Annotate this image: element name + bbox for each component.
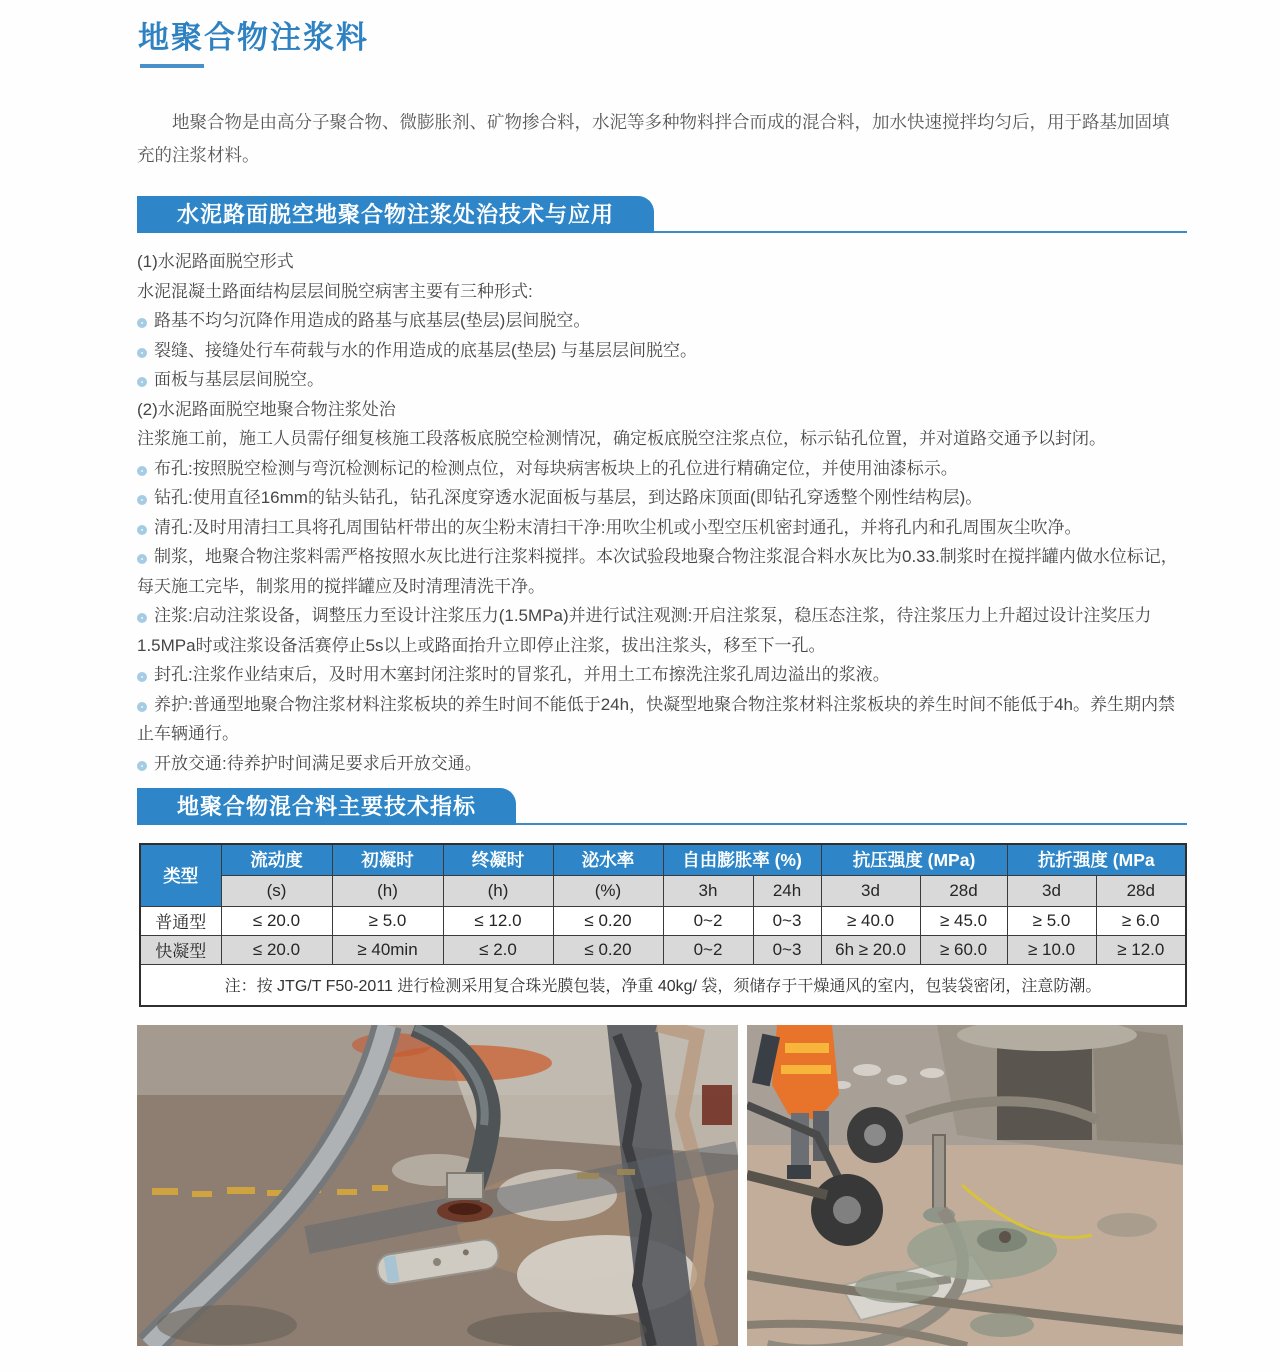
data-cell: 0~2 <box>663 906 753 935</box>
data-cell: ≥ 5.0 <box>332 906 443 935</box>
header-cell: 抗折强度 (MPa <box>1007 844 1186 875</box>
ring-bullet-icon <box>137 348 147 358</box>
ring-bullet-icon <box>137 672 147 682</box>
bullet-item: 钻孔:使用直径16mm的钻头钻孔，钻孔深度穿透水泥面板与基层，到达路床顶面(即钻孔穿透整个刚性结构层)。 <box>137 483 1190 513</box>
data-cell: 6h ≥ 20.0 <box>821 935 920 964</box>
paragraph: (2)水泥路面脱空地聚合物注浆处治 <box>137 399 396 419</box>
data-cell: ≤ 12.0 <box>443 906 553 935</box>
data-cell: 0~2 <box>663 935 753 964</box>
bullet-item: 封孔:注浆作业结束后，及时用木塞封闭注浆时的冒浆孔，并用土工布擦洗注浆孔周边溢出的浆液。 <box>137 660 1190 690</box>
bullet-item: 裂缝、接缝处行车荷载与水的作用造成的底基层(垫层) 与基层层间脱空。 <box>137 336 1190 366</box>
subheader-cell: 3d <box>1007 875 1096 906</box>
banner-underline <box>516 823 1187 825</box>
bullet-item: 清孔:及时用清扫工具将孔周围钻杆带出的灰尘粉末清扫干净:用吹尘机或小型空压机密封通孔，并将孔内和孔周围灰尘吹净。 <box>137 513 1190 543</box>
ring-bullet-icon <box>137 761 147 771</box>
header-cell: 抗压强度 (MPa) <box>821 844 1007 875</box>
section2-banner <box>137 788 1187 825</box>
subheader-cell: 3h <box>663 875 753 906</box>
intro-paragraph: 地聚合物是由高分子聚合物、微膨胀剂、矿物掺合料，水泥等多种物料拌合而成的混合料，加水快速搅拌均匀后，用于路基加固填充的注浆材料。 <box>137 112 1170 165</box>
paragraph: 注浆施工前，施工人员需仔细复核施工段落板底脱空检测情况，确定板底脱空注浆点位，标示钻孔位置，并对道路交通予以封闭。 <box>137 429 1106 448</box>
table-note-row <box>140 964 1186 1006</box>
subheader-cell: 28d <box>1096 875 1186 906</box>
ring-bullet-icon <box>137 702 147 712</box>
header-cell: 泌水率 <box>553 844 663 875</box>
section1-banner <box>137 196 1187 233</box>
data-cell: ≤ 2.0 <box>443 935 553 964</box>
section1-body <box>137 247 1190 778</box>
page-title: 地聚合物注浆料 <box>138 20 369 55</box>
header-cell: 终凝时 <box>443 844 553 875</box>
data-cell: ≥ 40.0 <box>821 906 920 935</box>
subheader-cell: (%) <box>553 875 663 906</box>
data-cell: 0~3 <box>753 935 821 964</box>
subheader-cell: (s) <box>221 875 332 906</box>
subheader-cell: (h) <box>443 875 553 906</box>
row-type-cell: 普通型 <box>140 906 221 935</box>
data-cell: ≥ 6.0 <box>1096 906 1186 935</box>
table-row <box>140 906 1186 935</box>
data-cell: ≥ 5.0 <box>1007 906 1096 935</box>
paragraph: 水泥混凝土路面结构层层间脱空病害主要有三种形式: <box>137 281 533 301</box>
ring-bullet-icon <box>137 495 147 505</box>
ring-bullet-icon <box>137 525 147 535</box>
section2-heading: 地聚合物混合料主要技术指标 <box>137 788 516 825</box>
ring-bullet-icon <box>137 613 147 623</box>
data-cell: 0~3 <box>753 906 821 935</box>
photo-grouting-hole-with-hose <box>137 1025 738 1346</box>
bullet-item: 路基不均匀沉降作用造成的路基与底基层(垫层)层间脱空。 <box>137 306 1190 336</box>
header-cell: 初凝时 <box>332 844 443 875</box>
data-cell: ≥ 40min <box>332 935 443 964</box>
data-cell: ≤ 0.20 <box>553 906 663 935</box>
subheader-cell: (h) <box>332 875 443 906</box>
header-cell: 流动度 <box>221 844 332 875</box>
data-cell: ≥ 10.0 <box>1007 935 1096 964</box>
table-note: 注：按 JTG/T F50-2011 进行检测采用复合珠光膜包装，净重 40kg/ 袋，须储存于干燥通风的室内，包装袋密闭，注意防潮。 <box>140 964 1186 1006</box>
data-cell: ≥ 45.0 <box>920 906 1007 935</box>
ring-bullet-icon <box>137 466 147 476</box>
header-cell: 自由膨胀率 (%) <box>663 844 821 875</box>
subheader-cell: 3d <box>821 875 920 906</box>
row-type-cell: 快凝型 <box>140 935 221 964</box>
table-row <box>140 935 1186 964</box>
ring-bullet-icon <box>137 377 147 387</box>
title-underline <box>140 64 204 68</box>
bullet-item: 面板与基层层间脱空。 <box>137 365 1190 395</box>
data-cell: ≤ 0.20 <box>553 935 663 964</box>
section1-heading: 水泥路面脱空地聚合物注浆处治技术与应用 <box>137 196 654 233</box>
bullet-item: 注浆:启动注浆设备，调整压力至设计注浆压力(1.5MPa)并进行试注观测:开启注浆泵，稳压态注浆，待注浆压力上升超过设计注奖压力1.5MPa时或注浆设备活赛停止5s以上或路面抬升立即停止注浆，拔出注浆头，移至下一孔。 <box>137 606 1152 655</box>
data-cell: ≤ 20.0 <box>221 935 332 964</box>
subheader-cell: 28d <box>920 875 1007 906</box>
ring-bullet-icon <box>137 318 147 328</box>
subheader-cell: 24h <box>753 875 821 906</box>
spec-table <box>139 843 1187 1007</box>
bullet-item: 布孔:按照脱空检测与弯沉检测标记的检测点位，对每块病害板块上的孔位进行精确定位，并使用油漆标示。 <box>137 454 1190 484</box>
ring-bullet-icon <box>137 554 147 564</box>
header-cell-type: 类型 <box>140 844 221 906</box>
data-cell: ≥ 60.0 <box>920 935 1007 964</box>
bullet-item: 开放交通:待养护时间满足要求后开放交通。 <box>137 749 1190 779</box>
paragraph: (1)水泥路面脱空形式 <box>137 252 294 271</box>
data-cell: ≤ 20.0 <box>221 906 332 935</box>
banner-underline <box>654 231 1187 233</box>
bullet-item: 养护:普通型地聚合物注浆材料注浆板块的养生时间不能低于24h，快凝型地聚合物注浆材料注浆板块的养生时间不能低于4h。养生期内禁止车辆通行。 <box>137 694 1175 743</box>
data-cell: ≥ 12.0 <box>1096 935 1186 964</box>
bullet-item: 制浆，地聚合物注浆料需严格按照水灰比进行注浆料搅拌。本次试验段地聚合物注浆混合料水灰比为0.33.制浆时在搅拌罐内做水位标记，每天施工完毕，制浆用的搅拌罐应及时清理清洗干净。 <box>137 547 1178 596</box>
photo-grouting-worksite-worker <box>747 1025 1183 1346</box>
